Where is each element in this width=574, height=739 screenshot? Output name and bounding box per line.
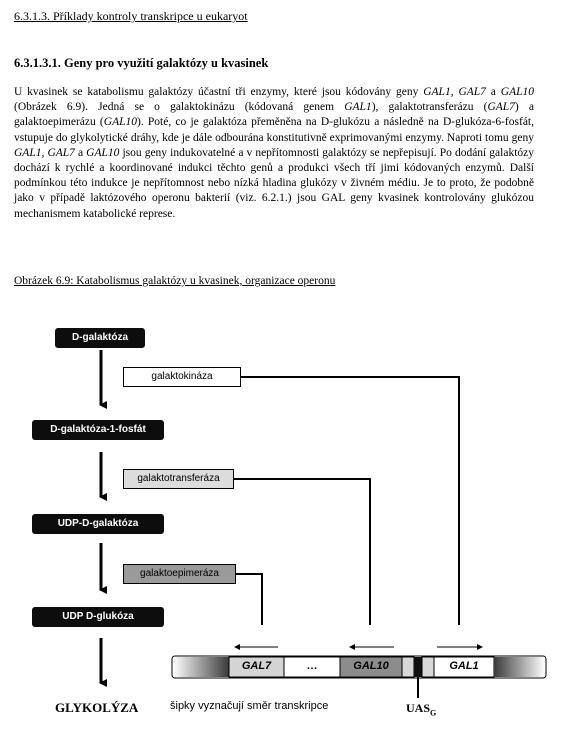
- gene-bar-left-flank: [173, 657, 229, 677]
- uas-site: [414, 657, 422, 677]
- gene-label-gal1: GAL1: [449, 660, 479, 672]
- metabolite-d-galaktoza-1-fosfat: D-galaktóza-1-fosfát: [32, 420, 164, 440]
- section-title: 6.3.1.3. Příklady kontroly transkripce u eukaryot: [14, 9, 248, 23]
- metabolite-d-galaktoza: D-galaktóza: [55, 328, 145, 348]
- connector-galaktotransferaza: [234, 479, 370, 625]
- gene-bar-right-flank: [494, 657, 545, 677]
- metabolite-udp-d-galaktoza: UDP-D-galaktóza: [32, 514, 164, 534]
- glykolyza-label: GLYKOLÝZA: [55, 700, 139, 715]
- connector-galaktoepimeraza: [236, 574, 262, 625]
- uas-label: $UAS_G$: [406, 701, 437, 718]
- figure-caption: Obrázek 6.9: Katabolismus galaktózy u kvasinek, organizace operonu: [14, 275, 336, 287]
- gene-spacer-2: [422, 657, 434, 677]
- gene-label-gal10: GAL10: [353, 660, 389, 672]
- metabolite-udp-d-glukoza: UDP D-glukóza: [32, 607, 164, 627]
- enzyme-galaktoepimeraza: galaktoepimeráza: [123, 564, 236, 584]
- body-paragraph: U kvasinek se katabolismu galaktózy účastní tři enzymy, které jsou kódovány geny GAL1, GAL7 a GAL10 (Obrázek 6.9). Jedná se o galaktokinázu (kódovaná genem GAL1), galaktotransferázu (GAL7) a galaktoepimerázu (GAL10). Poté, co je galaktóza přeměněna na D-glukózu a následně na D-glukóza-6-fosfát, vstupuje do glykolytické dráhy, kde je dále odbourána konstitutivně exprimovanými enzymy. Naproti tomu geny GAL1, GAL7 a GAL10 jsou geny indukovatelné a v nepřítomnosti galaktózy se nepřepisují. Po dodání galaktózy dochází k rychlé a koordinované indukci těchto genů a produkci všech tří jimi kódovaných enzymů. Další podmínkou této indukce je nepřítomnost nebo nízká hladina glukózy v živném médiu. Je to proto, že podobně jako v případě laktózového operonu bakterií (viz. 6.2.1.) jsou GAL geny kvasinek kontrolovány glukózou mechanismem katabolické represe.: [14, 86, 535, 220]
- connector-galaktokinaza: [241, 377, 459, 625]
- gene-label-gal7: GAL7: [241, 660, 272, 672]
- subsection-title: 6.3.1.3.1. Geny pro využití galaktózy u kvasinek: [14, 56, 269, 70]
- arrow-note: šipky vyznačují směr transkripce: [170, 700, 329, 712]
- enzyme-galaktotransferaza: galaktotransferáza: [123, 469, 234, 489]
- gene-spacer: [402, 657, 414, 677]
- enzyme-galaktokinaza: galaktokináza: [123, 367, 241, 387]
- gene-label-dots: …: [306, 660, 318, 672]
